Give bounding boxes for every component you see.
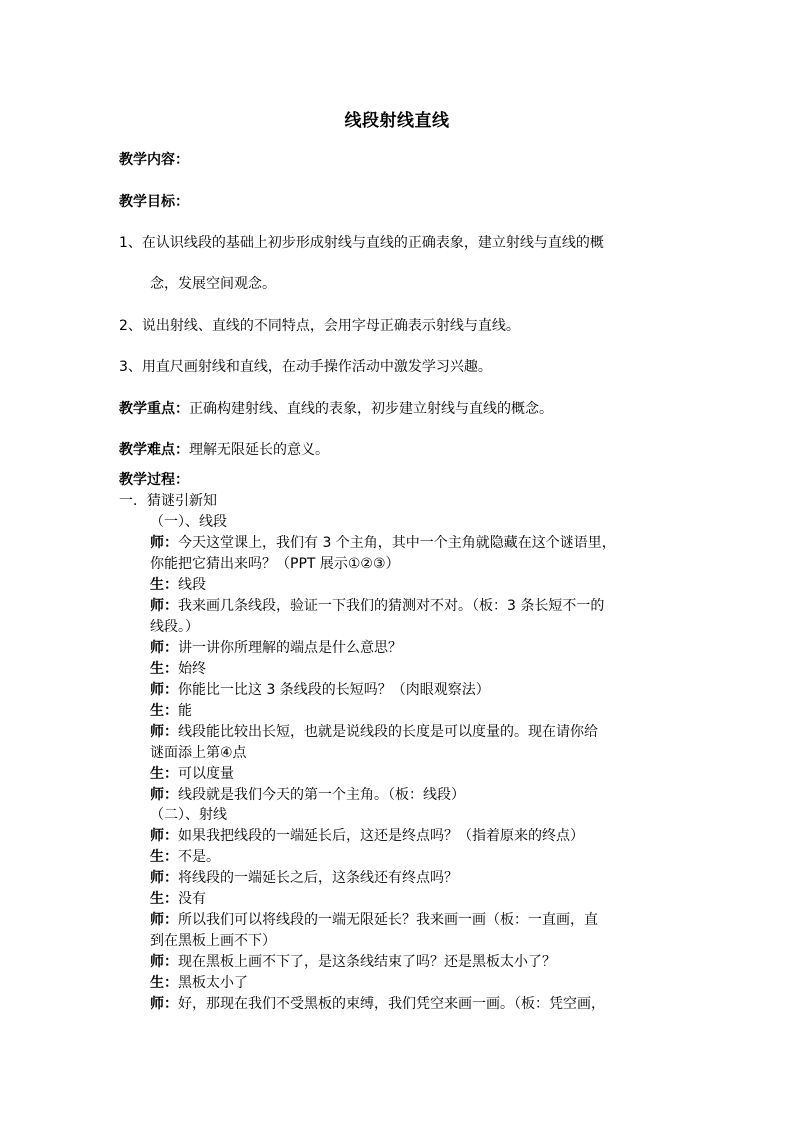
dialogue-text: 所以我们可以将线段的一端无限延长？我来画一画（板：一直画，直: [178, 912, 598, 928]
process-heading: 教学过程：: [119, 472, 189, 488]
dialogue-line: [150, 701, 192, 721]
dialogue-text: 线段。）: [150, 619, 199, 635]
speaker-label: 生：: [150, 661, 178, 677]
dialogue-line: [150, 617, 199, 637]
speaker-label: 师：: [150, 912, 178, 928]
dialogue-line: [150, 638, 402, 658]
dialogue-text: 能: [178, 703, 192, 719]
speaker-label: 师：: [150, 828, 178, 844]
speaker-label: 师：: [150, 535, 178, 551]
dialogue-text: 线段就是我们今天的第一个主角。（板：线段）: [178, 787, 465, 803]
dialogue-text: 线段能比较出长短，也就是说线段的长度是可以度量的。现在请你给: [178, 724, 598, 740]
dialogue-text: 没有: [178, 891, 206, 907]
dialogue-line: [150, 722, 598, 742]
speaker-label: 师：: [150, 598, 178, 614]
dialogue-line: [150, 533, 616, 553]
speaker-label: 生：: [150, 849, 178, 865]
difficulty-label: 教学难点：: [119, 442, 189, 458]
speaker-label: 师：: [150, 724, 178, 740]
key-point-text: 正确构建射线、直线的表象，初步建立射线与直线的概念。: [189, 401, 553, 417]
speaker-label: 师：: [150, 787, 178, 803]
dialogue-line: [150, 973, 248, 993]
speaker-label: 生：: [150, 577, 178, 593]
dialogue-line: [150, 889, 206, 909]
dialogue-line: [150, 743, 247, 763]
subsection-heading: （一）、线段: [150, 514, 227, 530]
speaker-label: 师：: [150, 954, 178, 970]
content-heading: 教学内容：: [119, 152, 189, 168]
dialogue-text: 线段: [178, 577, 206, 593]
dialogue-text: 始终: [178, 661, 206, 677]
speaker-label: 师：: [150, 996, 178, 1012]
dialogue-line: [150, 785, 465, 805]
goal-item: 2、说出射线、直线的不同特点，会用字母正确表示射线与直线。: [119, 318, 520, 334]
dialogue-text: 我来画几条线段，验证一下我们的猜测对不对。（板：3 条长短不一的: [178, 598, 605, 614]
dialogue-line: [150, 554, 400, 574]
dialogue-text: 可以度量: [178, 766, 234, 782]
dialogue-line: [150, 994, 605, 1014]
goal-item: 念，发展空间观念。: [150, 276, 276, 292]
speaker-label: 生：: [150, 891, 178, 907]
dialogue-text: 你能把它猜出来吗？（PPT 展示①②③）: [150, 556, 400, 572]
speaker-label: 生：: [150, 703, 178, 719]
page-title: 线段射线直线: [344, 111, 450, 131]
dialogue-line: [150, 764, 234, 784]
speaker-label: 生：: [150, 766, 178, 782]
dialogue-line: [150, 847, 220, 867]
goal-item: 1、在认识线段的基础上初步形成射线与直线的正确表象，建立射线与直线的概: [119, 235, 604, 251]
dialogue-line: [150, 952, 556, 972]
dialogue-text: 好，那现在我们不受黑板的束缚，我们凭空来画一画。（板：凭空画，: [178, 996, 605, 1012]
dialogue-text: 不是。: [178, 849, 220, 865]
dialogue-text: 现在黑板上画不下了，是这条线结束了吗？还是黑板太小了？: [178, 954, 556, 970]
dialogue-text: 讲一讲你所理解的端点是什么意思？: [178, 640, 402, 656]
goal-item: 3、用直尺画射线和直线，在动手操作活动中激发学习兴趣。: [119, 359, 492, 375]
dialogue-line: [150, 575, 206, 595]
difficulty-text: 理解无限延长的意义。: [189, 442, 329, 458]
dialogue-line: [150, 826, 584, 846]
speaker-label: 师：: [150, 870, 178, 886]
dialogue-text: 你能比一比这 3 条线段的长短吗？（肉眼观察法）: [178, 682, 490, 698]
speaker-label: 师：: [150, 640, 178, 656]
difficulty: [119, 440, 329, 460]
dialogue-text: 今天这堂课上，我们有 3 个主角，其中一个主角就隐藏在这个谜语里，: [178, 535, 616, 551]
dialogue-text: 将线段的一端延长之后，这条线还有终点吗？: [178, 870, 458, 886]
speaker-label: 师：: [150, 682, 178, 698]
dialogue-text: 到在黑板上画不下）: [150, 933, 276, 949]
dialogue-line: [150, 931, 276, 951]
goals-heading: 教学目标：: [119, 194, 189, 210]
dialogue-text: 谜面添上第④点: [150, 745, 247, 761]
dialogue-text: 黑板太小了: [178, 975, 248, 991]
speaker-label: 生：: [150, 975, 178, 991]
key-point: [119, 399, 553, 419]
dialogue-line: [150, 596, 604, 616]
dialogue-line: [150, 868, 458, 888]
subsection-heading: （二）、射线: [150, 807, 227, 823]
dialogue-line: [150, 659, 206, 679]
section-heading: 一．猜谜引新知: [119, 493, 217, 509]
dialogue-line: [150, 910, 598, 930]
dialogue-line: [150, 680, 490, 700]
key-point-label: 教学重点：: [119, 401, 189, 417]
dialogue-text: 如果我把线段的一端延长后，这还是终点吗？（指着原来的终点）: [178, 828, 584, 844]
